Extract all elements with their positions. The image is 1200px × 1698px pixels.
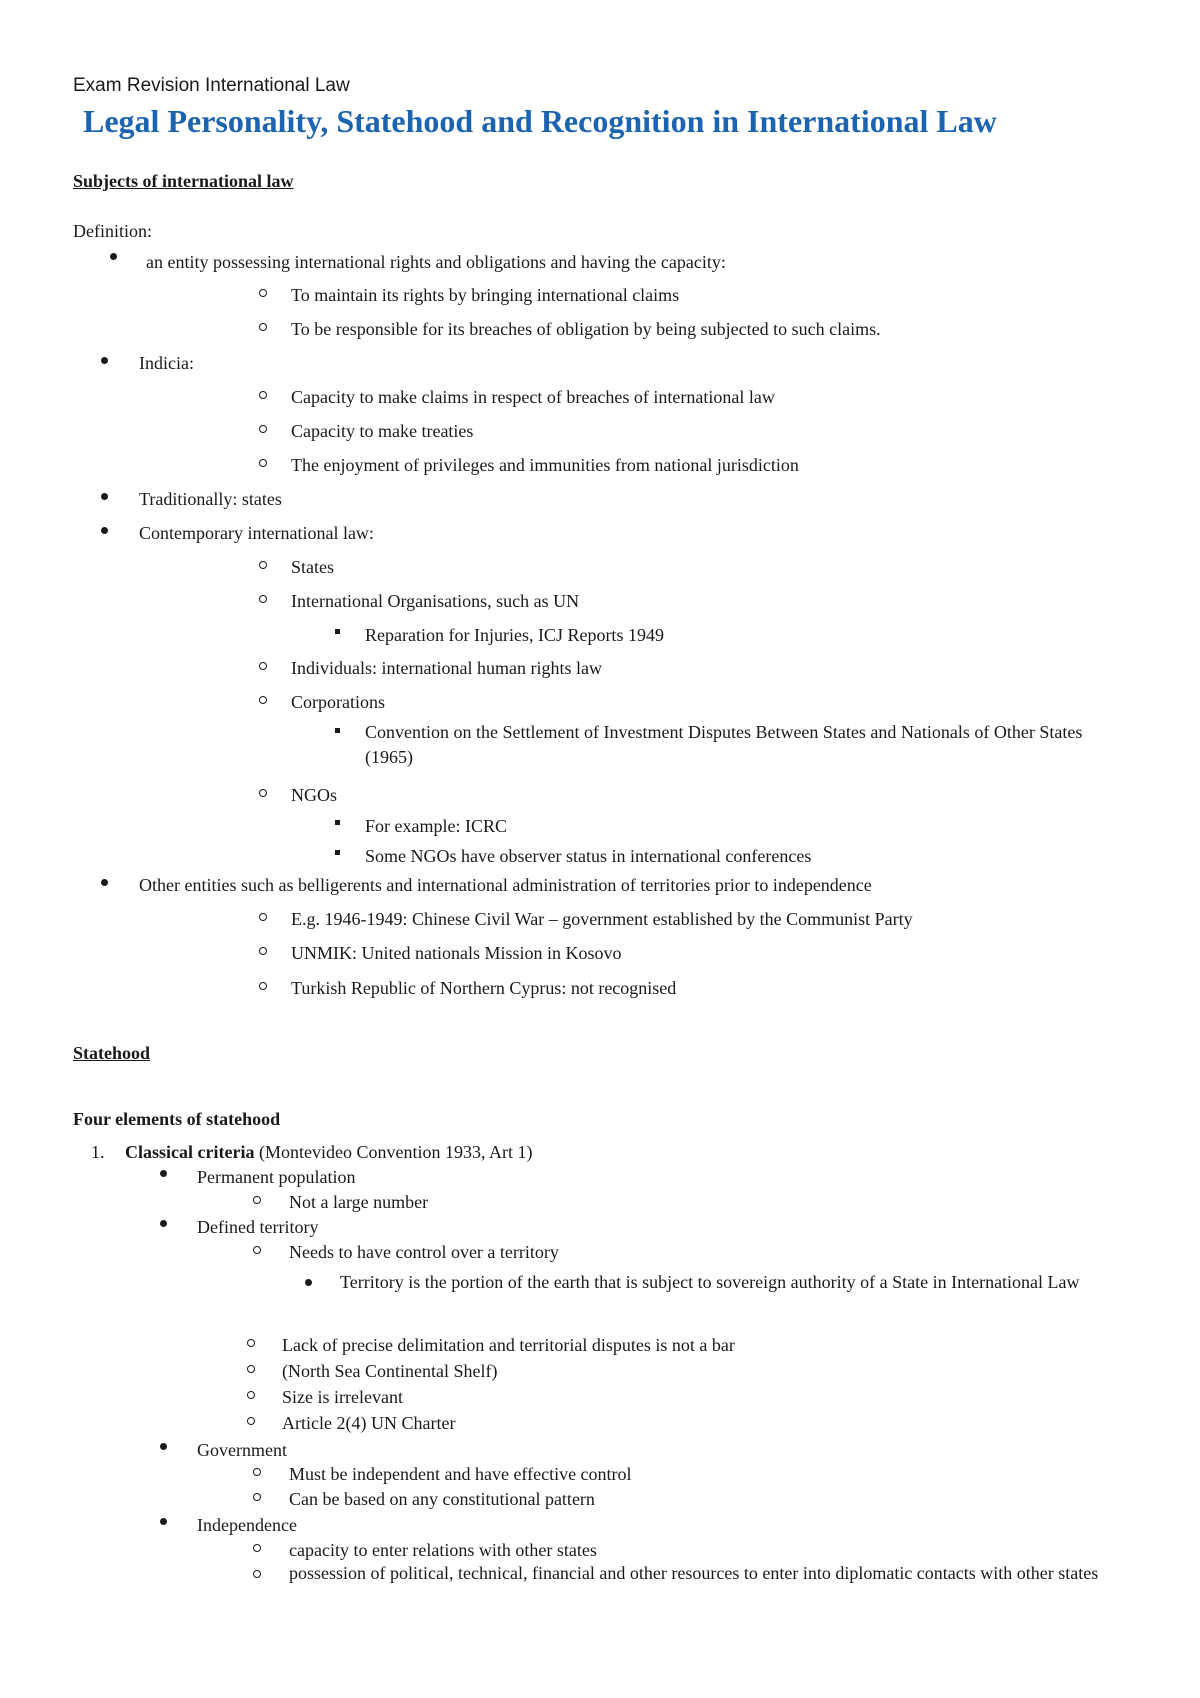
bullet-square-icon [335, 820, 340, 825]
list-item-icsid-convention: Convention on the Settlement of Investment Disputes Between States and Nationals of Other States (1965) [365, 722, 1083, 767]
section-heading-statehood: Statehood [73, 1043, 151, 1063]
bullet-circle-icon [259, 662, 267, 670]
bullet-square-icon [335, 728, 340, 733]
list-item-def-sub-2: To be responsible for its breaches of obligation by being subjected to such claims. [291, 319, 881, 339]
bullet-circle-icon [253, 1468, 261, 1476]
list-item-individuals: Individuals: international human rights law [291, 658, 602, 678]
list-item-article-2-4: Article 2(4) UN Charter [282, 1413, 456, 1433]
list-item-contemporary: Contemporary international law: [139, 523, 374, 543]
list-item-northern-cyprus: Turkish Republic of Northern Cyprus: not recognised [291, 978, 677, 998]
list-item-ngos: NGOs [291, 785, 338, 805]
subheading-four-elements: Four elements of statehood [73, 1109, 281, 1129]
list-item-other-entities: Other entities such as belligerents and international administration of territories prior to independence [139, 875, 872, 895]
list-item-population: Permanent population [197, 1167, 356, 1187]
list-item-classical-criteria [125, 1143, 532, 1161]
list-item-reparation: Reparation for Injuries, ICJ Reports 1949 [365, 625, 664, 645]
bullet-circle-icon [259, 595, 267, 603]
bullet-circle-icon [247, 1391, 255, 1399]
bullet-circle-icon [259, 982, 267, 990]
list-item-size: Size is irrelevant [282, 1387, 403, 1407]
list-item-states: States [291, 557, 334, 577]
bullet-circle-icon [259, 561, 267, 569]
bullet-circle-icon [259, 323, 267, 331]
list-item-indicia-sub-2: Capacity to make treaties [291, 421, 474, 441]
bullet-circle-icon [253, 1544, 261, 1552]
list-item-independence-sub-1: capacity to enter relations with other states [289, 1540, 597, 1560]
list-item-indicia: Indicia: [139, 353, 194, 373]
bullet-circle-icon [259, 696, 267, 704]
bullet-circle-icon [259, 913, 267, 921]
bullet-dot-icon [101, 357, 108, 364]
bullet-circle-icon [259, 391, 267, 399]
list-item-government: Government [197, 1440, 287, 1460]
list-item-government-sub-2: Can be based on any constitutional pattern [289, 1489, 595, 1509]
bullet-circle-icon [259, 289, 267, 297]
bullet-dot-icon [160, 1220, 167, 1227]
list-item-chinese-civil-war: E.g. 1946-1949: Chinese Civil War – government established by the Communist Party [291, 909, 913, 929]
page-title: Legal Personality, Statehood and Recognition in International Law [83, 103, 997, 139]
list-item-icrc: For example: ICRC [365, 816, 507, 836]
classical-criteria-source: (Montevideo Convention 1933, Art 1) [254, 1142, 533, 1162]
list-item-north-sea: (North Sea Continental Shelf) [282, 1361, 498, 1381]
bullet-square-icon [335, 850, 340, 855]
list-item-corporations: Corporations [291, 692, 385, 712]
list-item-def-sub-1: To maintain its rights by bringing international claims [291, 285, 680, 305]
bullet-dot-icon [160, 1443, 167, 1450]
document-header: Exam Revision International Law [73, 75, 350, 96]
bullet-circle-icon [253, 1196, 261, 1204]
bullet-circle-icon [247, 1339, 255, 1347]
list-number: 1. [91, 1142, 105, 1162]
list-item-traditionally: Traditionally: states [139, 489, 282, 509]
list-item-independence: Independence [197, 1515, 297, 1535]
list-item-territory-control: Needs to have control over a territory [289, 1242, 559, 1262]
list-item-territory-definition: Territory is the portion of the earth that is subject to sovereign authority of a State in International Law [340, 1272, 1080, 1292]
bullet-circle-icon [253, 1246, 261, 1254]
definition-label: Definition: [73, 221, 152, 241]
list-item-definition: an entity possessing international rights and obligations and having the capacity: [146, 252, 726, 272]
bullet-dot-icon [160, 1170, 167, 1177]
list-item-government-sub-1: Must be independent and have effective control [289, 1464, 632, 1484]
bullet-circle-icon [259, 425, 267, 433]
classical-criteria-label: Classical criteria [125, 1142, 255, 1162]
section-heading-subjects: Subjects of international law [73, 171, 294, 191]
bullet-circle-icon [247, 1417, 255, 1425]
list-item-delimitation: Lack of precise delimitation and territorial disputes is not a bar [282, 1335, 735, 1355]
bullet-circle-icon [253, 1570, 261, 1578]
bullet-circle-icon [253, 1493, 261, 1501]
list-item-independence-sub-2: possession of political, technical, financial and other resources to enter into diplomatic contacts with other states [289, 1563, 1099, 1583]
list-item-international-organisations: International Organisations, such as UN [291, 591, 580, 611]
bullet-dot-icon [110, 253, 117, 260]
bullet-circle-icon [247, 1365, 255, 1373]
list-item-observer-status: Some NGOs have observer status in international conferences [365, 846, 812, 866]
bullet-dot-icon [101, 527, 108, 534]
bullet-square-icon [335, 629, 340, 634]
list-item-indicia-sub-1: Capacity to make claims in respect of breaches of international law [291, 387, 775, 407]
bullet-dot-icon [305, 1279, 312, 1286]
bullet-circle-icon [259, 459, 267, 467]
list-item-unmik: UNMIK: United nationals Mission in Kosovo [291, 943, 622, 963]
bullet-circle-icon [259, 789, 267, 797]
bullet-circle-icon [259, 947, 267, 955]
list-item-population-sub: Not a large number [289, 1192, 429, 1212]
list-item-territory: Defined territory [197, 1217, 319, 1237]
bullet-dot-icon [101, 879, 108, 886]
list-item-indicia-sub-3: The enjoyment of privileges and immunities from national jurisdiction [291, 455, 799, 475]
bullet-dot-icon [160, 1518, 167, 1525]
bullet-dot-icon [101, 493, 108, 500]
